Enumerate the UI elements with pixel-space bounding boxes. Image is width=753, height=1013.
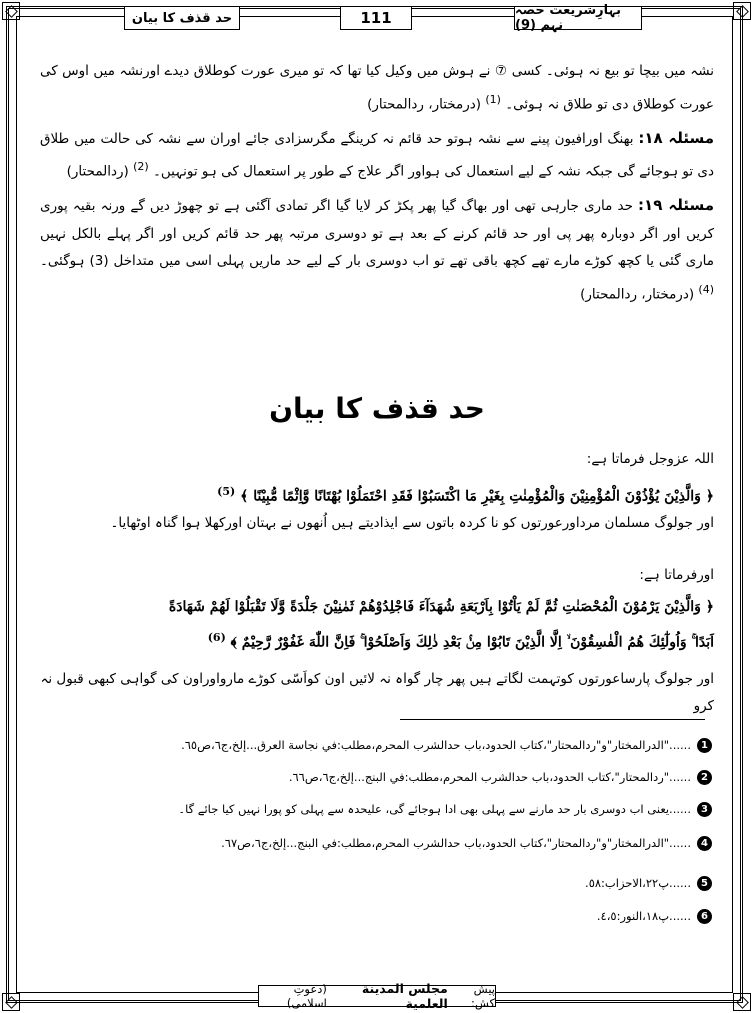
chapter-header: حد قذف کا بیان (124, 6, 240, 30)
footnote-number: 6 (697, 909, 712, 924)
footnote: 5 ......پ٢٢،الاحزاب:٥٨. (40, 870, 712, 896)
publisher-footer: پیش کش: مجلس المدينة العلمية (دعوتِ اسلامی) (258, 985, 496, 1007)
footnote-number: 1 (697, 738, 712, 753)
corner-ornament (2, 2, 20, 20)
intro-line: اللہ عزوجل فرماتا ہے: (586, 451, 714, 467)
verse-translation: اور جولوگ پارساعورتوں کوتہمت لگاتے ہیں پھر چار گواہ نہ لائیں اون کواَسّی کوڑے مارواوراون کی گواہی کبھی قبول نہ کرو (40, 671, 714, 714)
footnote-number: 4 (697, 836, 712, 851)
footnote: 2 ......"ردالمحتار"،كتاب الحدود،باب حدالشرب المحرم،مطلب:في البنج...إلخ،ج٦،ص٦٦. (40, 764, 712, 790)
page-number: 111 (340, 6, 412, 30)
footnote: 4 ......"الدرالمختار"و"ردالمحتار"،كتاب الحدود،باب حدالشرب المحرم،مطلب:في البنج...إلخ،ج٦،ص٦٧. (40, 830, 712, 856)
corner-ornament (733, 2, 751, 20)
book-title-header: بہارِشریعت حصہ نہم (9) (514, 6, 642, 30)
footnote: 3 ......یعنی اب دوسری بار حد مارنے سے پہلی بھی ادا ہوجائے گی، علیحدہ سے پہلی کو پورا نہیں کیا جائے گا۔ (40, 796, 712, 822)
paragraph: نشہ میں بیچا تو بیع نہ ہوئی۔ کسی ⑦ نے ہوش میں وکیل کیا تھا کہ تو میری عورت کوطلاق دیدے اورنشہ میں اوس کی عورت کوطلاق دی تو طلاق نہ ہوئی۔ $^{(1)}$ (درمختار، ردالمحتار) (40, 63, 714, 112)
footnote: 1 ......"الدرالمختار"و"ردالمحتار"،كتاب الحدود،باب حدالشرب المحرم،مطلب:في نجاسة العرق...إلخ،ج٦،ص٦٥. (40, 732, 712, 758)
footnote-number: 5 (697, 876, 712, 891)
quran-verse: ﴿ وَالَّذِيْنَ يَرْمُوْنَ الْمُحْصَنٰتِ ثُمَّ لَمْ يَاْتُوْا بِاَرْبَعَةِ شُهَدَآءَ فَاجْلِدُوْهُمْ ثَمٰنِيْنَ جَلْدَةً وَّلَا تَقْبَلُوْا لَهُمْ شَهَادَةً (168, 599, 714, 615)
footnote-number: 3 (697, 802, 712, 817)
main-text (40, 58, 714, 315)
quran-verse: ﴿ وَالَّذِيْنَ يُؤْذُوْنَ الْمُؤْمِنِيْنَ وَالْمُؤْمِنٰتِ بِغَيْرِ مَا اكْتَسَبُوْا فَقَدِ احْتَمَلُوْا بُهْتَانًا وَّاِثْمًا مُّبِيْنًا ﴾ $^{(5)}$ (217, 485, 714, 505)
verse-translation: اور جولوگ مسلمان مرداورعورتوں کو نا کردہ باتوں سے ایذادیتے ہیں اُنھوں نے بہتان اورکھلا ہوا گناہ اوٹھایا۔ (110, 515, 714, 531)
masala-18: مسئلہ ۱۸: بھنگ اورافیون پینے سے نشہ ہوتو حد قائم نہ کرینگے مگرسزادی جائے اوران سے نشہ کی حالت میں طلاق دی تو ہوجائے گی جبکہ نشہ کے لیے استعمال کی ہواور اگر علاج کے طور پر استعمال کی ہو تونہیں۔ $^{(2)}$ (ردالمحتار) (40, 128, 714, 180)
intro-line: اورفرماتا ہے: (639, 567, 714, 583)
footnote-number: 2 (697, 770, 712, 785)
masala-19: مسئلہ ۱۹: حد ماری جارہی تھی اور بھاگ گیا پھر پکڑ کر لایا گیا اگر تمادی آگئی ہے تو چھوڑ دیں گے ورنہ بقیہ پوری کریں اور اگر دوبارہ پھر پی اور حد قائم کرنے کے بعد ہے تو دوسری مرتبہ پھر حد قائم کریں اور اگر پہلے بالکل نہیں ماری گئی یا کچھ کوڑے مارے تھے کچھ باقی تھے تو اب دوسری بار کے لیے حد ماریں پہلی اسی میں متداخل (3) ہوگئی۔ $^{(4)}$ (درمختار، ردالمحتار) (40, 196, 714, 302)
footnote: 6 ......پ١٨،النور:٤،٥. (40, 903, 712, 929)
section-title: حد قذف کا بیان (269, 392, 485, 425)
corner-ornament (2, 993, 20, 1011)
footnote-divider (400, 719, 705, 720)
corner-ornament (733, 993, 751, 1011)
quran-verse: اَبَدًا ۚ وَاُولٰٓئِكَ هُمُ الْفٰسِقُوْنَ ۙ اِلَّا الَّذِيْنَ تَابُوْا مِنْۢ بَعْدِ ذٰلِكَ وَاَصْلَحُوْا ۚ فَاِنَّ اللّٰهَ غَفُوْرٌ رَّحِيْمٌ ﴾ $^{(6)}$ (207, 631, 714, 651)
